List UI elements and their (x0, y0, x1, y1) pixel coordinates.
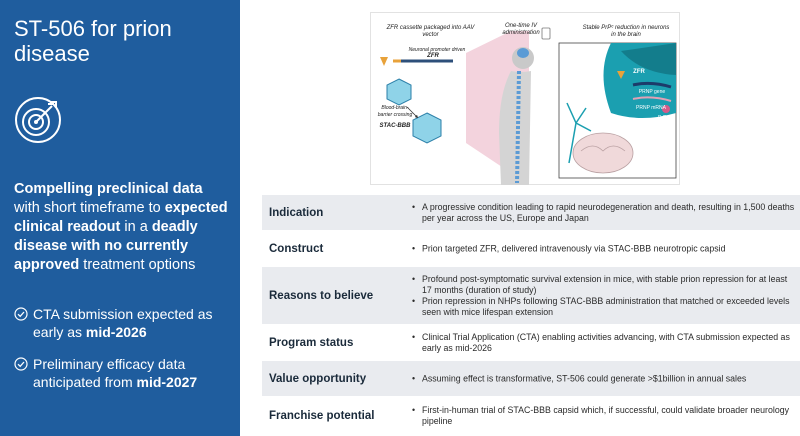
row-bullet: • Prion targeted ZFR, delivered intravenously via STAC-BBB neurotropic capsid (410, 243, 795, 254)
label-iv-administration: One-time IV administration (502, 23, 540, 36)
value-proposition-part: treatment options (79, 257, 196, 273)
value-proposition-part: Compelling preclinical data (14, 181, 203, 197)
bullet-cta (14, 305, 232, 341)
row-text (410, 274, 795, 318)
row-text (410, 373, 795, 384)
table-row (262, 195, 800, 231)
label-prnp-gene: PRNP gene (638, 89, 666, 95)
row-text (410, 243, 795, 254)
row-text (410, 405, 795, 427)
table-row (262, 397, 800, 435)
table-row (262, 361, 800, 397)
table-row (262, 231, 800, 267)
label-prnp-mrna: PRNP mRNA (636, 105, 666, 111)
bullet-efficacy-text: Preliminary efficacy data anticipated from (33, 356, 186, 390)
row-label: Indication (269, 206, 324, 219)
mechanism-diagram (370, 12, 680, 185)
value-proposition-part: expected clinical readout (14, 200, 228, 235)
label-zfr-neuron: ZFR (633, 69, 645, 75)
row-bullet: • A progressive condition leading to rapid neurodegeneration and death, resulting in 1,500 deaths per year across the US, Europe and Japan (410, 202, 795, 224)
label-zfr-cassette: ZFR cassette packaged into AAV vector (386, 25, 475, 38)
row-label: Construct (269, 242, 324, 255)
check-circle-icon (14, 307, 28, 321)
table-row (262, 267, 800, 325)
left-panel (0, 0, 240, 436)
value-proposition-part: in a (120, 219, 152, 235)
label-stable-reduction: Stable PrPᶜ reduction in neurons in the brain (582, 25, 670, 38)
row-bullet: • Prion repression in NHPs following STAC-BBB administration that matched or exceeded levels seen with mice lifespan extension (410, 296, 795, 318)
bullet-efficacy-bold: mid-2027 (136, 374, 198, 390)
row-bullet: • Clinical Trial Application (CTA) enabling activities advancing, with CTA submission expected as early as mid-2026 (410, 332, 795, 354)
row-bullet: • Profound post-symptomatic survival extension in mice, with stable prion repression for at least 17 months (duration of study) (410, 274, 795, 296)
aav-capsid-icon (387, 79, 411, 105)
program-table (262, 195, 800, 435)
label-neuronal-promoter: Neuronal promoter driven (408, 47, 466, 53)
value-proposition-part: with short timeframe to (14, 200, 165, 216)
row-text (410, 202, 795, 224)
brain-icon (573, 133, 633, 173)
row-label: Program status (269, 336, 354, 349)
value-proposition (14, 180, 229, 275)
label-stac-bbb: STAC-BBB (379, 123, 411, 129)
arrow-down-icon (380, 57, 388, 66)
value-proposition-part: deadly disease with no currently approved (14, 219, 198, 273)
aav-capsid-icon (413, 113, 441, 143)
row-bullet: • First-in-human trial of STAC-BBB capsid which, if successful, could validate broader neurology pipeline (410, 405, 795, 427)
label-zfr: ZFR (427, 53, 439, 59)
page-title: ST-506 for prion disease (14, 16, 172, 66)
label-prpc: PrPᶜ (657, 115, 669, 121)
target-icon (14, 96, 62, 144)
row-bullet: • Assuming effect is transformative, ST-506 could generate >$1billion in annual sales (410, 373, 795, 384)
bullet-cta-bold: mid-2026 (85, 324, 147, 340)
row-text (410, 332, 795, 354)
row-label: Reasons to believe (269, 289, 374, 302)
bullet-cta-text: CTA submission expected as early as (33, 306, 213, 340)
row-label: Franchise potential (269, 409, 375, 422)
label-bbb-crossing: Blood-brain-barrier crossing (377, 105, 413, 118)
bullet-efficacy (14, 355, 232, 391)
row-label: Value opportunity (269, 372, 367, 385)
check-circle-icon (14, 357, 28, 371)
table-row (262, 325, 800, 361)
